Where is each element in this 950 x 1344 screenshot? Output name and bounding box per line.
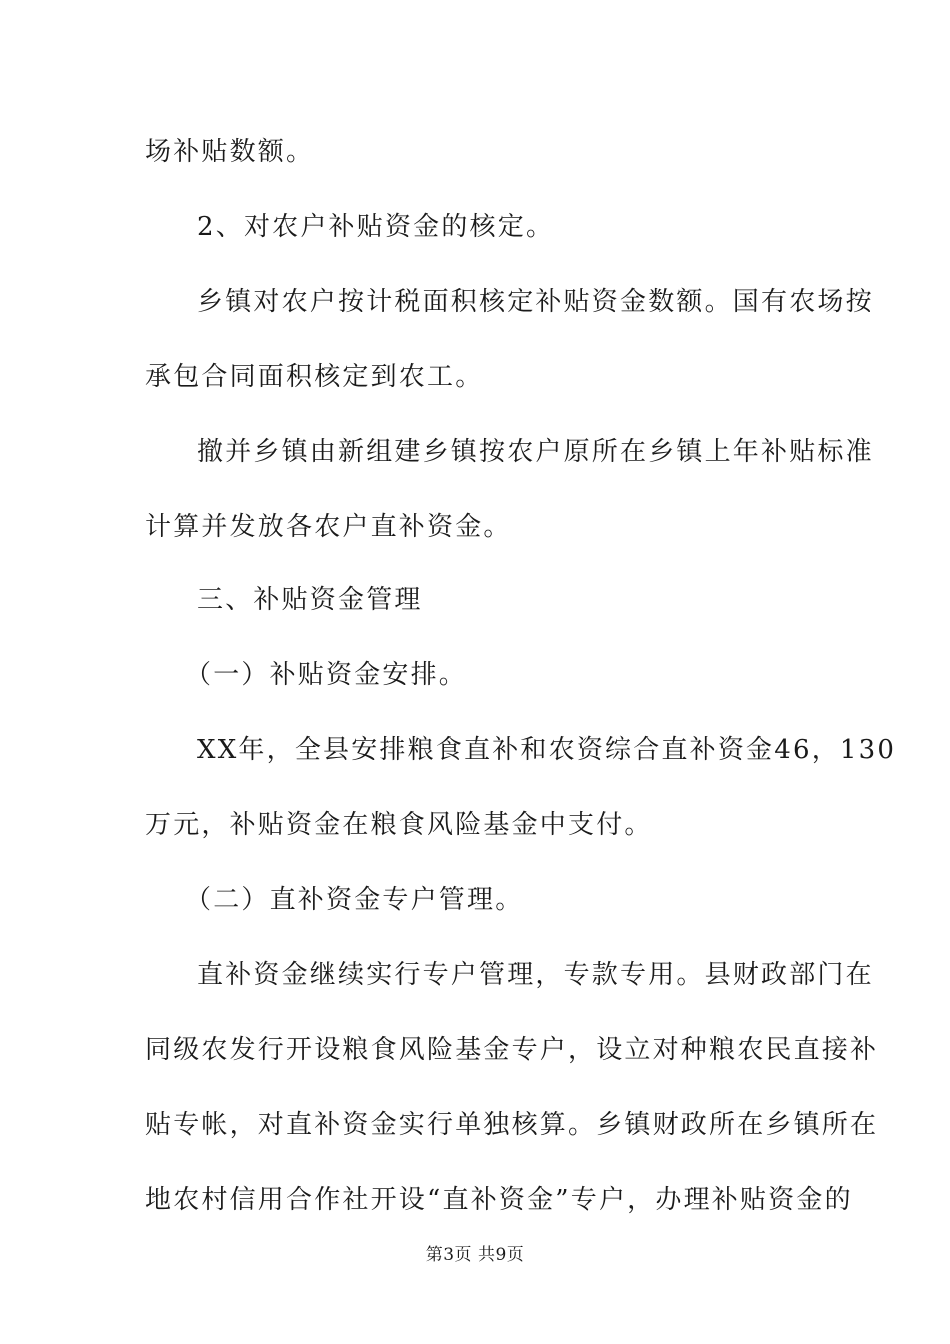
- text-line-1: 场补贴数额。: [145, 137, 315, 167]
- text-line-4: 承包合同面积核定到农工。: [145, 362, 484, 392]
- text-line-9: XX年，全县安排粮食直补和农资综合直补资金46，130: [197, 735, 897, 765]
- subsection-heading-2: （二）直补资金专户管理。: [185, 885, 524, 915]
- text-line-6: 计算并发放各农户直补资金。: [145, 512, 512, 542]
- text-line-5: 撤并乡镇由新组建乡镇按农户原所在乡镇上年补贴标准: [197, 437, 874, 467]
- page-number-footer: 第3页 共9页: [425, 1245, 525, 1265]
- text-line-2: 2、对农户补贴资金的核定。: [197, 212, 555, 242]
- text-line-3: 乡镇对农户按计税面积核定补贴资金数额。国有农场按: [197, 287, 874, 317]
- section-heading: 三、补贴资金管理: [197, 585, 423, 615]
- text-line-13: 同级农发行开设粮食风险基金专户，设立对种粮农民直接补: [145, 1035, 879, 1065]
- subsection-heading-1: （一）补贴资金安排。: [185, 660, 468, 690]
- text-line-12: 直补资金继续实行专户管理，专款专用。县财政部门在: [197, 960, 874, 990]
- text-line-15: 地农村信用合作社开设“直补资金”专户，办理补贴资金的: [145, 1185, 853, 1215]
- text-line-10: 万元，补贴资金在粮食风险基金中支付。: [145, 810, 653, 840]
- text-line-14: 贴专帐，对直补资金实行单独核算。乡镇财政所在乡镇所在: [145, 1110, 879, 1140]
